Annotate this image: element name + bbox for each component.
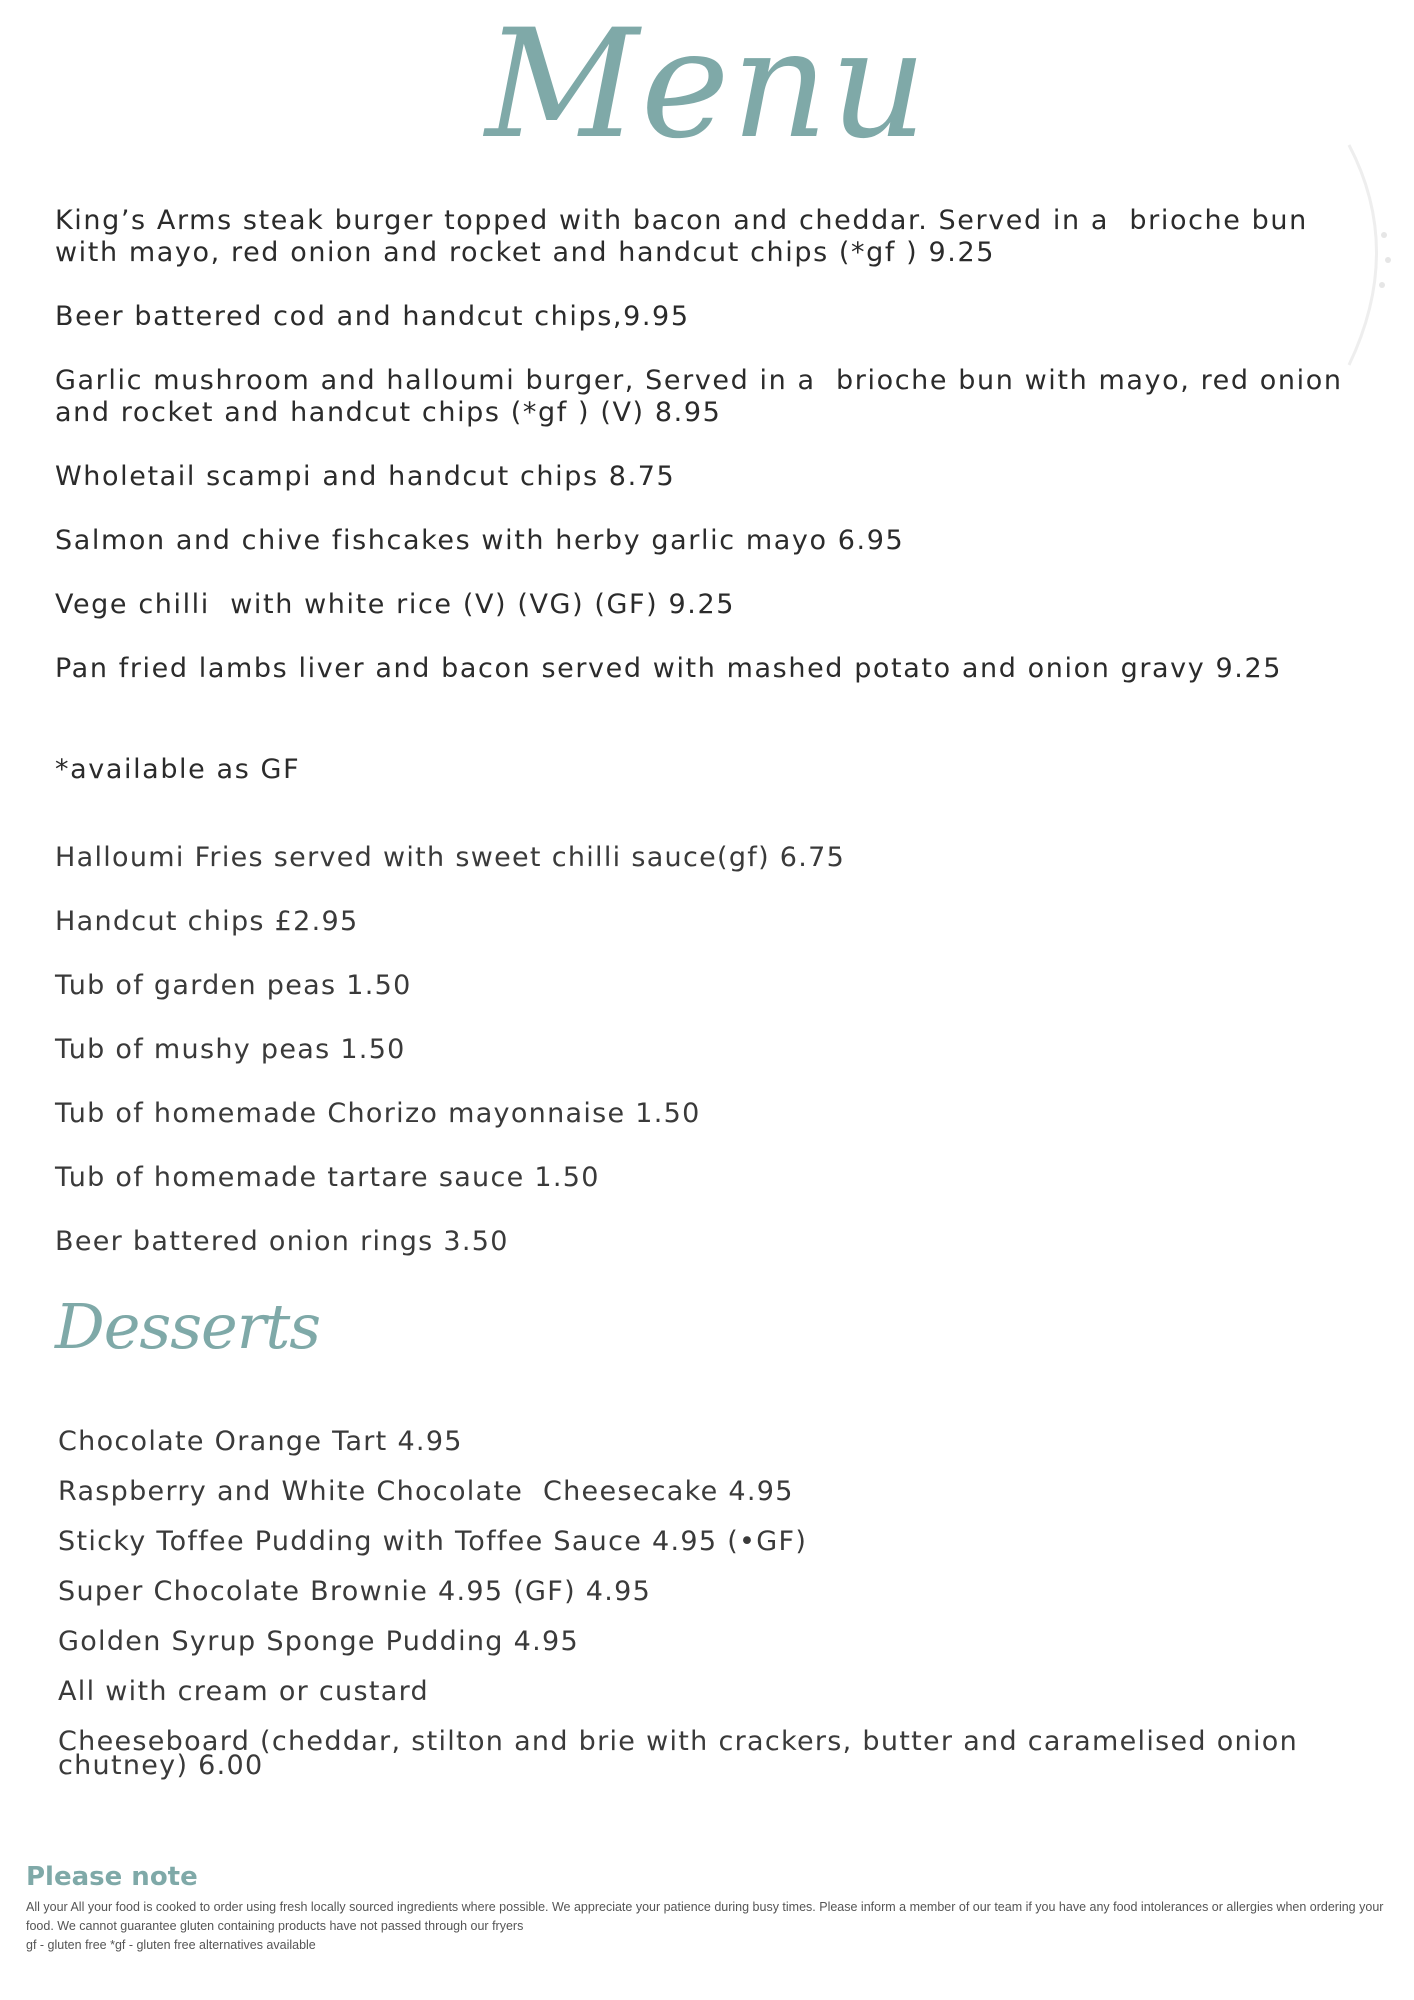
menu-item: King’s Arms steak burger topped with bacon and cheddar. Served in a brioche bun with mayo, red onion and rocket and handcut chips (*gf ) 9.25 (55, 205, 1318, 268)
menu-item: Salmon and chive fishcakes with herby garlic mayo 6.95 (55, 525, 905, 556)
side-item: Tub of homemade Chorizo mayonnaise 1.50 (55, 1098, 701, 1129)
side-item: Handcut chips £2.95 (55, 906, 359, 937)
side-item: Tub of garden peas 1.50 (55, 970, 412, 1001)
allergy-notice: All your All your food is cooked to order using fresh locally sourced ingredients where possible. We appreciate your patience during busy times. Please inform a member of our team if you have any food intolerances or allergies when ordering your food. We cannot guarantee gluten containing products have not passed through our fryers (26, 1900, 1384, 1933)
desserts-heading: Desserts (55, 1290, 321, 1363)
menu-item: Vege chilli with white rice (V) (VG) (GF) 9.25 (55, 589, 736, 620)
desserts-list (58, 1426, 1378, 1804)
footer-notes (26, 1898, 1396, 1955)
menu-item: Pan fried lambs liver and bacon served with mashed potato and onion gravy 9.25 (55, 653, 1283, 684)
dessert-item: Golden Syrup Sponge Pudding 4.95 (58, 1626, 579, 1657)
dessert-item: Chocolate Orange Tart 4.95 (58, 1426, 463, 1457)
dessert-item: Super Chocolate Brownie 4.95 (GF) 4.95 (58, 1576, 652, 1607)
mains-list (55, 205, 1365, 717)
dessert-item: Sticky Toffee Pudding with Toffee Sauce 4.95 (•GF) (58, 1526, 808, 1557)
side-item: Beer battered onion rings 3.50 (55, 1226, 509, 1257)
side-item: Tub of homemade tartare sauce 1.50 (55, 1162, 600, 1193)
menu-item: Garlic mushroom and halloumi burger, Served in a brioche bun with mayo, red onion and rocket and handcut chips (*gf ) (V) 8.95 (55, 365, 1353, 428)
side-item: Halloumi Fries served with sweet chilli sauce(gf) 6.75 (55, 842, 846, 873)
menu-item: Wholetail scampi and handcut chips 8.75 (55, 461, 676, 492)
please-note-heading: Please note (26, 1862, 198, 1892)
side-item: Tub of mushy peas 1.50 (55, 1034, 406, 1065)
gf-note: *available as GF (55, 754, 301, 785)
menu-title: Menu (485, 0, 929, 172)
dessert-item: Raspberry and White Chocolate Cheesecake 4.95 (58, 1476, 794, 1507)
gf-legend: gf - gluten free *gf - gluten free alternatives available (26, 1938, 316, 1952)
dessert-item: Cheeseboard (cheddar, stilton and brie with crackers, butter and caramelised onion chutney) 6.00 (58, 1726, 1308, 1781)
menu-item: Beer battered cod and handcut chips,9.95 (55, 301, 690, 332)
dessert-item: All with cream or custard (58, 1676, 429, 1707)
sides-list (55, 842, 1365, 1290)
